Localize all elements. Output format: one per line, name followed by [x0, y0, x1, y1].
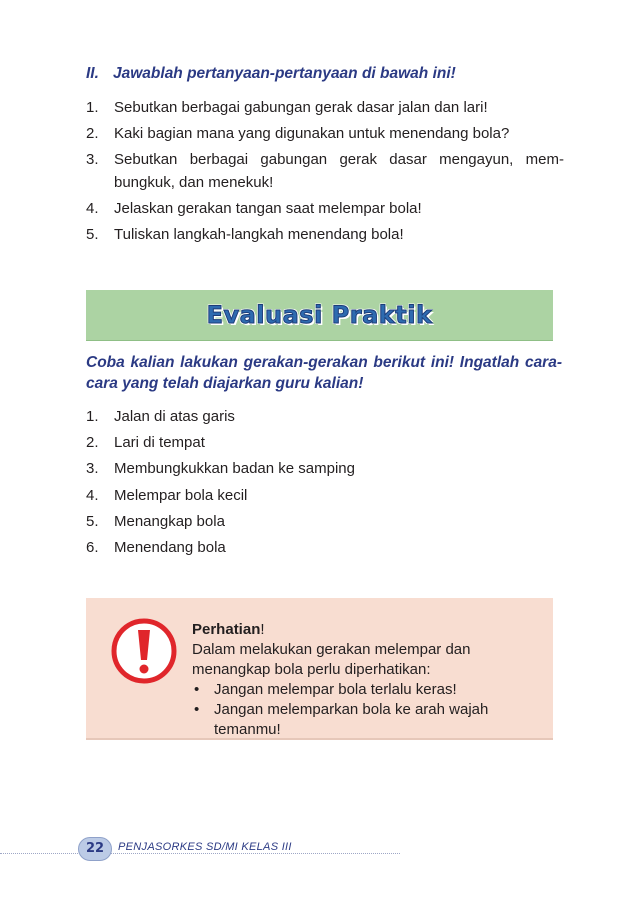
item-number: 3.	[86, 460, 99, 478]
item-number: 6.	[86, 538, 99, 556]
bullet: •	[194, 701, 200, 718]
exclamation-icon	[111, 618, 177, 684]
notice-body: Dalam melakukan gerakan melempar dan menangkap bola perlu diperhatikan:	[192, 641, 471, 678]
book-title: PENJASORKES SD/MI KELAS III	[118, 841, 292, 853]
notice-text	[192, 620, 522, 740]
list-item	[86, 223, 564, 246]
item-text: Membungkukkan badan ke samping	[114, 460, 355, 478]
item-text: Sebutkan berbagai gabungan gerak dasar jalan dan lari!	[114, 99, 488, 116]
footer-divider	[0, 853, 400, 854]
section-heading	[86, 65, 566, 83]
item-text: Lari di tempat	[114, 434, 205, 452]
list-item	[86, 536, 564, 559]
item-text: Melempar bola kecil	[114, 486, 248, 504]
question-list	[86, 96, 564, 249]
page-footer	[0, 832, 638, 862]
list-item	[192, 680, 522, 700]
item-text: Jelaskan gerakan tangan saat melempar bola!	[114, 200, 422, 217]
item-number: 3.	[86, 151, 99, 168]
practice-list	[86, 405, 564, 562]
item-number: 2.	[86, 125, 99, 142]
evaluation-title: Evaluasi Praktik	[206, 301, 433, 329]
item-text: Sebutkan berbagai gabungan gerak dasar mengayun, mem-bungkuk, dan menekuk!	[114, 151, 564, 191]
section-number: II.	[86, 65, 99, 82]
item-number: 5.	[86, 512, 99, 530]
notice-heading-suffix: !	[260, 621, 265, 638]
item-text: Menangkap bola	[114, 512, 225, 530]
list-item	[86, 510, 564, 533]
item-number: 1.	[86, 99, 99, 116]
item-number: 4.	[86, 486, 99, 504]
notice-bullets	[192, 680, 522, 740]
item-text: Menendang bola	[114, 538, 226, 556]
item-text: Kaki bagian mana yang digunakan untuk menendang bola?	[114, 125, 510, 142]
item-number: 5.	[86, 226, 99, 243]
evaluation-banner	[86, 290, 553, 341]
bullet: •	[194, 681, 200, 698]
list-item	[86, 405, 564, 428]
notice-box	[86, 598, 553, 740]
page-number: 22	[78, 837, 112, 861]
list-item	[86, 197, 564, 220]
list-item	[192, 700, 522, 740]
list-item	[86, 148, 564, 194]
section-title: Jawablah pertanyaan-pertanyaan di bawah ini!	[113, 65, 456, 82]
item-number: 4.	[86, 200, 99, 217]
list-item	[86, 122, 564, 145]
bullet-text: Jangan melemparkan bola ke arah wajah temanmu!	[214, 701, 489, 738]
list-item	[86, 431, 564, 454]
evaluation-intro: Coba kalian lakukan gerakan-gerakan berikut ini! Ingatlah cara-cara yang telah diajarkan guru kalian!	[86, 354, 562, 392]
list-item	[86, 457, 564, 480]
list-item	[86, 96, 564, 119]
item-text: Tuliskan langkah-langkah menendang bola!	[114, 226, 404, 243]
list-item	[86, 484, 564, 507]
item-number: 1.	[86, 408, 99, 425]
notice-heading: Perhatian	[192, 621, 261, 638]
item-number: 2.	[86, 434, 99, 452]
bullet-text: Jangan melempar bola terlalu keras!	[214, 681, 457, 698]
item-text: Jalan di atas garis	[114, 408, 235, 425]
